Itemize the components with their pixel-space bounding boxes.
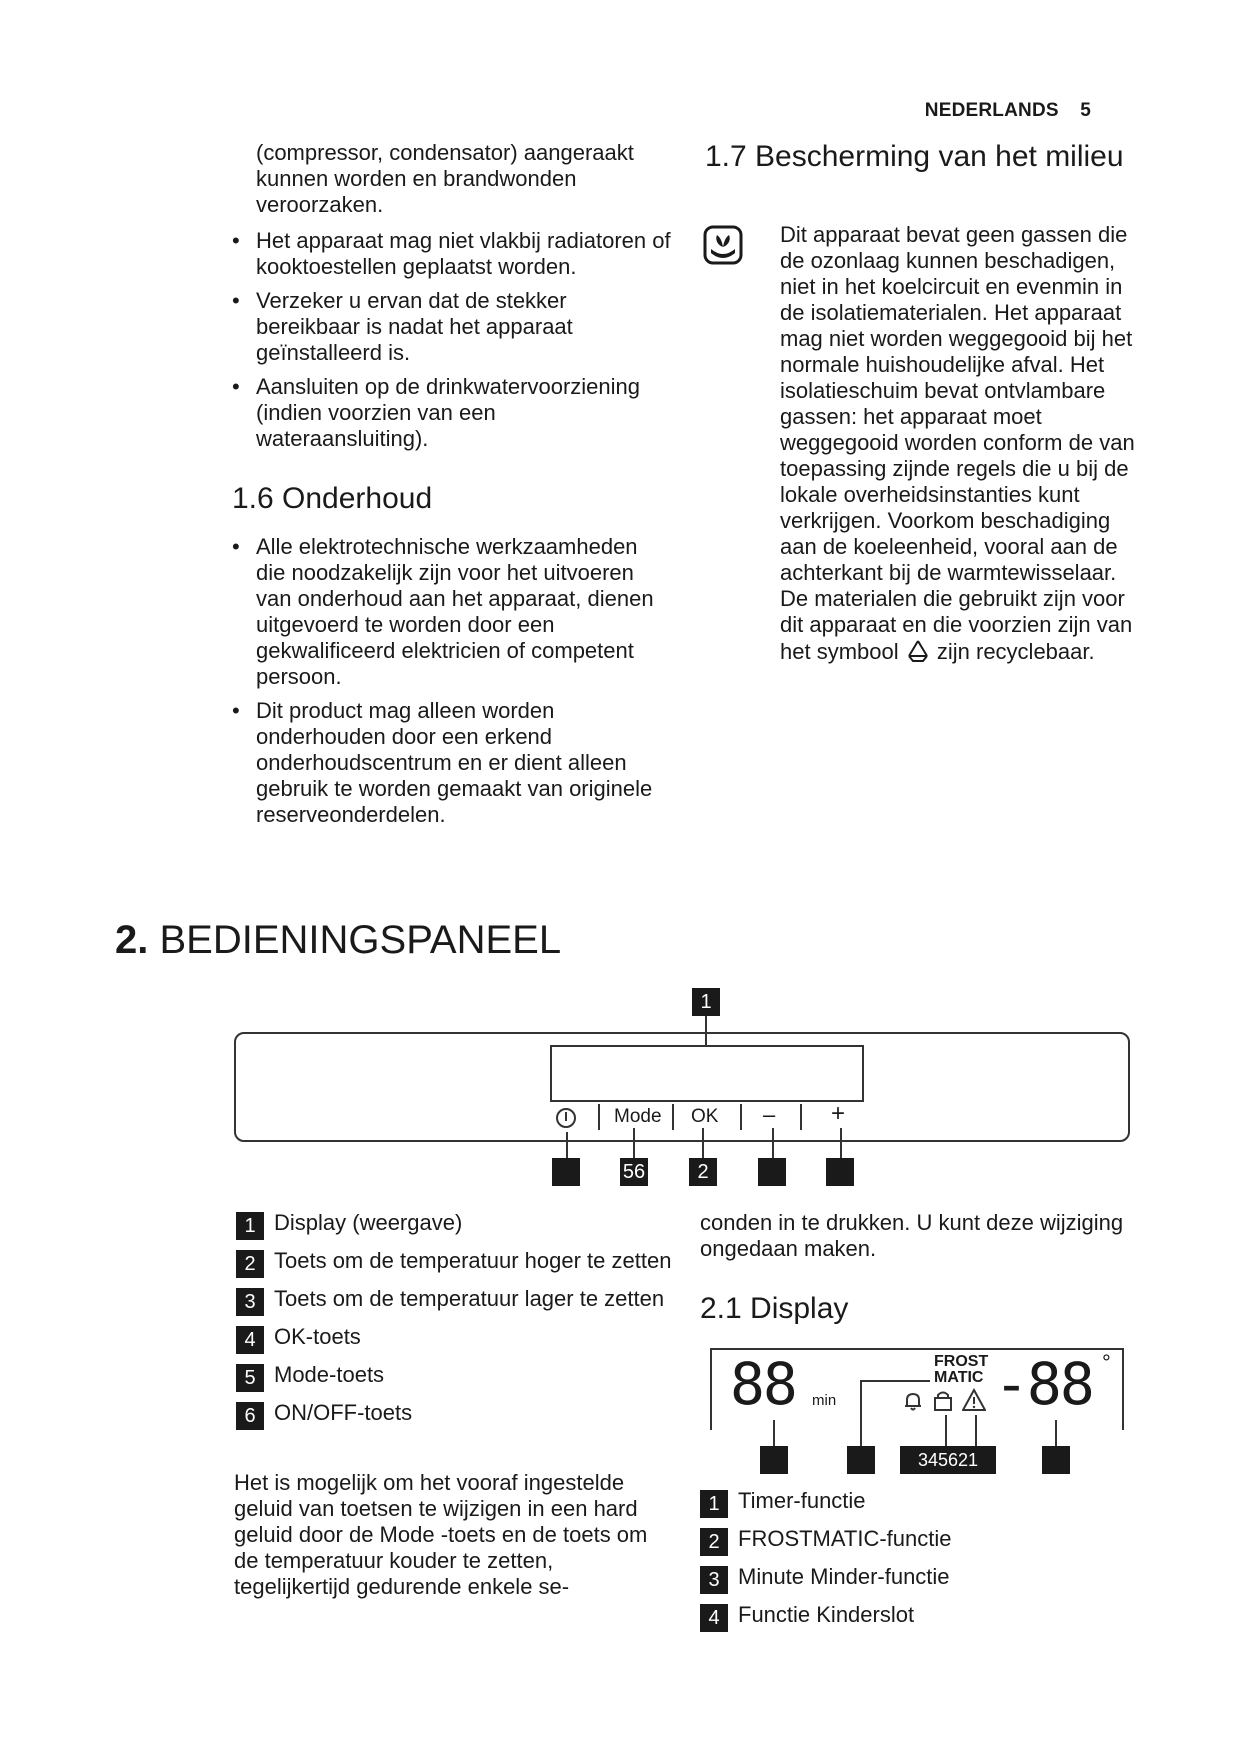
legend-number: 4 xyxy=(700,1604,728,1632)
degree-symbol: ° xyxy=(1102,1350,1111,1375)
leader-line xyxy=(975,1415,977,1448)
legend-text: Toets om de temperatuur lager te zetten xyxy=(274,1286,665,1311)
display-unit: min xyxy=(812,1392,837,1409)
minus-button[interactable]: – xyxy=(763,1102,776,1127)
display-marker xyxy=(760,1446,788,1474)
legend-text: Display (weergave) xyxy=(274,1210,463,1235)
divider xyxy=(800,1104,802,1130)
environment-text: Dit apparaat bevat geen gassen die de ozonlaag kunnen beschadigen, niet in het koelcircuit en evenmin in de isolatiematerialen. Het apparaat mag niet worden weggegooid bij het normale huishoudelijke afval. Het isolatieschuim bevat ontvlambare gassen: het apparaat moet weggegooid worden conform de van toepassing zijnde regels die u bij de lokale overheidsinstanties kunt verkrijgen. Voorkom beschadiging aan de koeleenheid, vooral aan de achterkant bij de warmtewisselaar. De materialen die gebruikt zijn voor dit apparaat en die voorzien zijn van het symbool xyxy=(780,222,1135,664)
display-marker-group: 345621 xyxy=(900,1446,996,1474)
section-1-7-title: 1.7 Bescherming van het milieu xyxy=(705,140,1124,173)
legend-number: 3 xyxy=(236,1288,264,1316)
display-marker xyxy=(847,1446,875,1474)
leader-line xyxy=(773,1420,775,1448)
legend-number: 6 xyxy=(236,1402,264,1430)
legend-row xyxy=(236,1286,676,1316)
recycle-icon xyxy=(905,638,931,664)
frost-label: FROST xyxy=(934,1353,989,1370)
leader-line xyxy=(945,1415,947,1448)
left-column xyxy=(232,140,672,836)
section-2-title xyxy=(115,918,561,962)
legend-number: 1 xyxy=(700,1490,728,1518)
bullet-item: • Aansluiten op de drinkwatervoorziening (indien voorzien van een wateraansluiting). xyxy=(232,374,672,452)
leader-line xyxy=(702,1128,704,1160)
leader-line xyxy=(633,1128,635,1160)
plus-button[interactable]: + xyxy=(831,1100,846,1127)
power-icon[interactable] xyxy=(554,1106,578,1130)
leader-line xyxy=(840,1128,842,1160)
legend-row xyxy=(700,1602,1120,1632)
divider xyxy=(740,1104,742,1130)
legend-text: Functie Kinderslot xyxy=(738,1602,915,1627)
section-2-number: 2. xyxy=(115,918,149,962)
section-2-text: BEDIENINGSPANEEL xyxy=(159,918,562,962)
legend-row xyxy=(700,1564,1120,1594)
leader-line xyxy=(860,1380,930,1382)
sound-paragraph-left: Het is mogelijk om het vooraf ingestelde geluid van toetsen te wijzigen in een hard geluid door de Mode -toets en de toets om de temperatuur kouder te zetten, tegelijkertijd gedurende enkele se- xyxy=(234,1470,648,1599)
display-diagram xyxy=(710,1348,1124,1430)
legend-number: 2 xyxy=(700,1528,728,1556)
environment-text-end: zijn recyclebaar. xyxy=(936,639,1095,664)
legend-text: ON/OFF-toets xyxy=(274,1400,413,1425)
header-language: NEDERLANDS xyxy=(924,100,1059,121)
legend-number: 1 xyxy=(236,1212,264,1240)
sound-paragraph-right: conden in te drukken. U kunt deze wijziging ongedaan maken. xyxy=(700,1210,1124,1261)
legend-number: 3 xyxy=(700,1566,728,1594)
bullet-item: • Het apparaat mag niet vlakbij radiatoren of kooktoestellen geplaatst worden. xyxy=(232,228,672,280)
bullet-item: • Alle elektrotechnische werkzaamheden die noodzakelijk zijn voor het uitvoeren van onderhoud aan het apparaat, dienen uitgevoerd te worden door een gekwalificeerd elektricien of competent persoon. xyxy=(232,534,672,690)
legend-text: Minute Minder-functie xyxy=(738,1564,950,1589)
legend-row xyxy=(236,1248,676,1278)
legend-text: Mode-toets xyxy=(274,1362,385,1387)
frostmatic-label xyxy=(934,1354,988,1386)
display-marker xyxy=(1042,1446,1070,1474)
marker-6 xyxy=(552,1158,580,1186)
legend-text: FROSTMATIC-functie xyxy=(738,1526,952,1551)
display-digits-left: 88 xyxy=(730,1350,796,1418)
mode-button[interactable]: Mode xyxy=(614,1106,662,1127)
panel-legend xyxy=(236,1210,676,1438)
legend-row xyxy=(236,1210,676,1240)
legend-number: 2 xyxy=(236,1250,264,1278)
marker-2 xyxy=(826,1158,854,1186)
legend-number: 5 xyxy=(236,1364,264,1392)
marker-1: 1 xyxy=(692,988,720,1016)
environment-icon xyxy=(703,225,743,265)
legend-number: 4 xyxy=(236,1326,264,1354)
legend-text: OK-toets xyxy=(274,1324,361,1349)
page-header xyxy=(909,100,1091,122)
lock-icon xyxy=(932,1390,954,1412)
leader-line xyxy=(860,1380,862,1448)
section-1-7-paragraph xyxy=(780,222,1140,665)
leader-line xyxy=(566,1132,568,1160)
header-page-number: 5 xyxy=(1080,100,1091,121)
legend-text: Toets om de temperatuur hoger te zetten xyxy=(274,1248,672,1273)
marker-4: 2 xyxy=(689,1158,717,1186)
legend-row xyxy=(700,1488,1120,1518)
ok-button[interactable]: OK xyxy=(691,1106,719,1127)
section-1-6-title: 1.6 Onderhoud xyxy=(232,482,433,515)
alarm-bell-icon xyxy=(902,1390,924,1412)
legend-row xyxy=(236,1400,676,1430)
legend-text: Timer-functie xyxy=(738,1488,866,1513)
bullet-item: • Dit product mag alleen worden onderhouden door een erkend onderhoudscentrum en er dient alleen gebruik te worden gemaakt van originele reserveonderdelen. xyxy=(232,698,672,828)
divider xyxy=(672,1104,674,1130)
panel-display xyxy=(550,1045,864,1102)
display-legend xyxy=(700,1488,1120,1640)
intro-continuation: (compressor, condensator) aangeraakt kunnen worden en brandwonden veroorzaken. xyxy=(256,140,634,217)
bullet-item: • Verzeker u ervan dat de stekker bereikbaar is nadat het apparaat geïnstalleerd is. xyxy=(232,288,672,366)
divider xyxy=(598,1104,600,1130)
legend-row xyxy=(700,1526,1120,1556)
legend-row xyxy=(236,1362,676,1392)
marker-3 xyxy=(758,1158,786,1186)
leader-line xyxy=(772,1128,774,1160)
section-2-1-title: 2.1 Display xyxy=(700,1292,849,1325)
marker-5: 56 xyxy=(620,1158,648,1186)
display-digits-right: -88 xyxy=(994,1350,1093,1418)
legend-row xyxy=(236,1324,676,1354)
leader-line xyxy=(1055,1420,1057,1448)
warning-icon xyxy=(962,1388,986,1412)
matic-label: MATIC xyxy=(934,1369,984,1386)
